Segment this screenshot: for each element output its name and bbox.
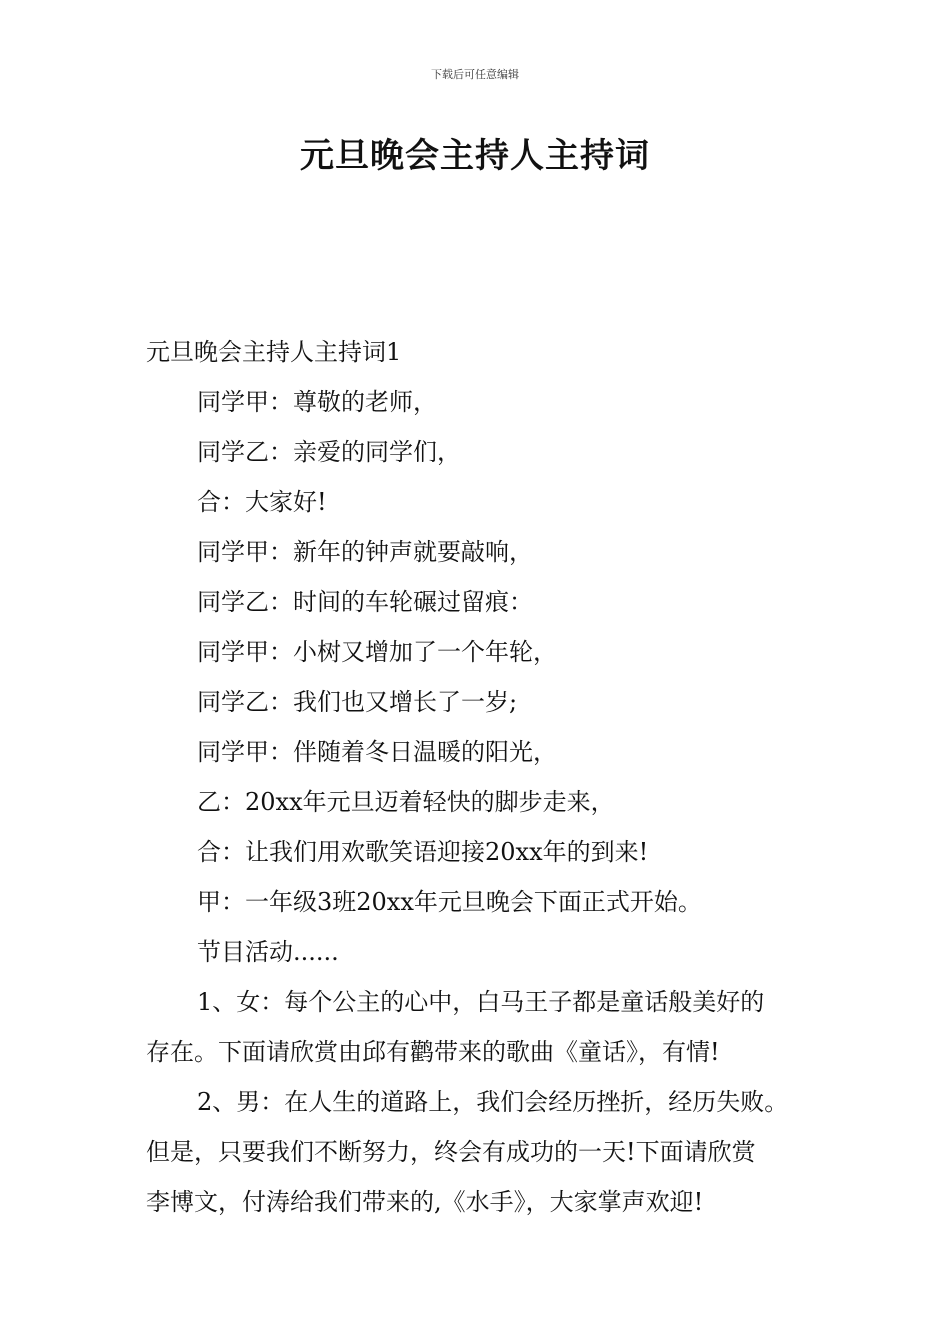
paragraph-line: 2、男：在人生的道路上，我们会经历挫折，经历失败。 (197, 1088, 789, 1116)
paragraph-line: 存在。下面请欣赏由邱有鹳带来的歌曲《童话》，有情! (146, 1038, 720, 1066)
document-body (146, 327, 826, 1227)
paragraph-line: 1、女：每个公主的心中，白马王子都是童话般美好的 (197, 988, 765, 1016)
dialogue-line: 同学乙：亲爱的同学们， (197, 438, 461, 466)
section-heading: 元旦晚会主持人主持词1 (146, 338, 402, 366)
program-item-1 (146, 977, 826, 1077)
document-title: 元旦晚会主持人主持词 (300, 136, 650, 176)
program-item-2 (146, 1077, 826, 1227)
dialogue-line: 合：让我们用欢歌笑语迎接20xx年的到来! (197, 838, 649, 866)
paragraph-line: 李博文，付涛给我们带来的,《水手》，大家掌声欢迎! (146, 1188, 704, 1216)
dialogue-line: 乙：20xx年元旦迈着轻快的脚步走来， (197, 788, 615, 816)
dialogue-line: 甲：一年级3班20xx年元旦晚会下面正式开始。 (197, 888, 702, 916)
dialogue-line: 同学甲：尊敬的老师， (197, 388, 437, 416)
program-activities-line: 节目活动...... (197, 938, 339, 966)
paragraph-line: 但是，只要我们不断努力，终会有成功的一天!下面请欣赏 (146, 1138, 756, 1166)
dialogue-line: 同学甲：新年的钟声就要敲响， (197, 538, 533, 566)
dialogue-line: 同学乙：我们也又增长了一岁; (197, 688, 518, 716)
dialogue-line: 同学乙：时间的车轮碾过留痕： (197, 588, 533, 616)
dialogue-line: 同学甲：伴随着冬日温暖的阳光， (197, 738, 557, 766)
header-note: 下载后可任意编辑 (431, 68, 519, 81)
dialogue-line: 同学甲：小树又增加了一个年轮， (197, 638, 557, 666)
dialogue-line: 合：大家好! (197, 488, 327, 516)
